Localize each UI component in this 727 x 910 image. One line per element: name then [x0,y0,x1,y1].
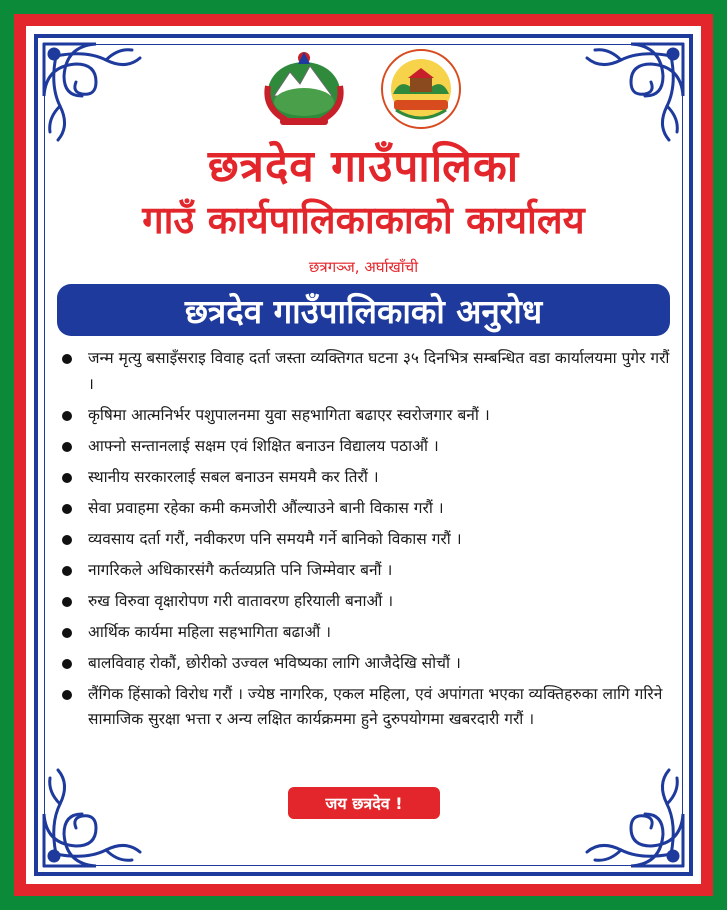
bullet-icon [62,597,72,607]
request-list [60,346,670,738]
office-subtitle: गाउँ कार्यपालिकाकाको कार्यालय [142,198,585,242]
bullet-icon [62,473,72,483]
bullet-icon [62,535,72,545]
nepal-emblem-icon [258,48,350,128]
bullet-icon [62,442,72,452]
list-item: नागरिकले अधिकारसंगै कर्तव्यप्रति पनि जिम्मेवार बनौं । [60,558,670,584]
list-item: बालविवाह रोकौं, छोरीको उज्वल भविष्यका लागि आजैदेखि सोचौं । [60,651,670,677]
office-address: छत्रगञ्ज, अर्घाखाँची [308,258,419,276]
list-item: रुख विरुवा वृक्षारोपण गरी वातावरण हरियाली बनाऔं । [60,589,670,615]
request-banner-text: छत्रदेव गाउँपालिकाको अनुरोध [184,291,543,331]
slogan-badge: जय छत्रदेव ! [288,787,440,819]
list-item: स्थानीय सरकारलाई सबल बनाउन समयमै कर तिरौं । [60,465,670,491]
list-item: सेवा प्रवाहमा रहेका कमी कमजोरी औंल्याउने बानी विकास गरौं । [60,496,670,522]
bullet-icon [62,566,72,576]
bullet-icon [62,504,72,514]
list-item: आफ्नो सन्तानलाई सक्षम एवं शिक्षित बनाउन विद्यालय पठाऔं । [60,434,670,460]
corner-ornament-icon [571,754,691,874]
bullet-icon [62,659,72,669]
municipality-seal-icon [380,48,462,130]
bullet-icon [62,411,72,421]
list-item: कृषिमा आत्मनिर्भर पशुपालनमा युवा सहभागिता बढाएर स्वरोजगार बनौं । [60,403,670,429]
office-title: छत्रदेव गाउँपालिका [207,141,520,192]
request-banner [57,284,670,336]
list-item: लैंगिक हिंसाको विरोध गरौं । ज्येष्ठ नागरिक, एकल महिला, एवं अपांगता भएका व्यक्तिहरुका लागि गरिने सामाजिक सुरक्षा भत्ता र अन्य लक्षित कार्यक्रममा हुने दुरुपयोगमा खबरदारी गरौं । [60,682,670,733]
bullet-icon [62,354,72,364]
list-item: व्यवसाय दर्ता गरौं, नवीकरण पनि समयमै गर्ने बानिको विकास गरौं । [60,527,670,553]
bullet-icon [62,628,72,638]
list-item: जन्म मृत्यु बसाइँसराइ विवाह दर्ता जस्ता व्यक्तिगत घटना ३५ दिनभित्र सम्बन्धित वडा कार्यालयमा पुगेर गरौं । [60,346,670,397]
list-item: आर्थिक कार्यमा महिला सहभागिता बढाऔं । [60,620,670,646]
bullet-icon [62,690,72,700]
corner-ornament-icon [36,754,156,874]
